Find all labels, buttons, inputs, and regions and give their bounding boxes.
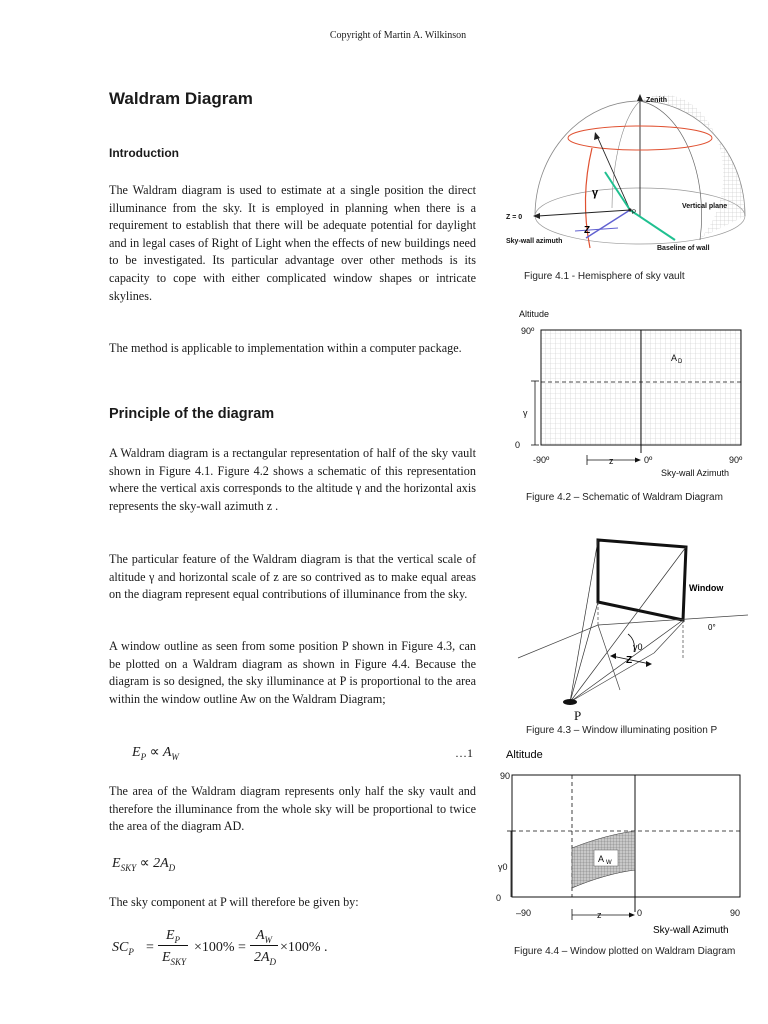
fig2-label-y90: 90º — [521, 326, 535, 336]
fig2-label-z: z — [609, 456, 614, 466]
fig2-label-axis: Sky-wall Azimuth — [661, 468, 730, 478]
fig2-label-x90: 90º — [729, 455, 743, 465]
principle-paragraph-2: The particular feature of the Waldram diagram is that the vertical scale of altitude γ and horizontal scale of z are so contrived as to make equal areas on the diagram represent equal contributions of illuminance from the sky. — [109, 552, 476, 602]
fig1-label-zenith: Zenith — [646, 97, 667, 104]
figure-4-1-caption: Figure 4.1 - Hemisphere of sky vault — [524, 271, 685, 282]
figure-4-3-caption: Figure 4.3 – Window illuminating position P — [526, 725, 718, 736]
figure-4-2-caption: Figure 4.2 – Schematic of Waldram Diagram — [526, 492, 723, 503]
figure-4-2-schematic — [505, 303, 768, 481]
principle-paragraph-4: The area of the Waldram diagram represents only half the sky vault and therefore the illuminance from the whole sky will be proportional to twice the area of the diagram AD. — [109, 784, 476, 834]
fig4-label-x0: 0 — [637, 908, 643, 918]
fig2-label-area-sub: D — [678, 359, 683, 365]
fig2-label-gamma: γ — [523, 408, 528, 418]
fig1-label-p: P — [632, 210, 637, 216]
fig4-label-axis: Sky-wall Azimuth — [653, 925, 729, 936]
fig3-label-deg0: 0° — [708, 623, 716, 632]
fig4-label-gamma0: γ0 — [498, 862, 508, 872]
fig4-label-area-sub: W — [606, 860, 612, 866]
principle-paragraph-1: A Waldram diagram is a rectangular representation of half of the sky vault shown in Figure 4.1. Figure 4.2 shows a schematic of this representation where the vertical axis corresponds to the altitude γ and the horizontal axis represents the sky-wall azimuth z . — [109, 446, 476, 513]
fig4-label-xm90: –90 — [516, 908, 532, 918]
equation-1-number: …1 — [455, 746, 473, 760]
fig3-label-window: Window — [689, 583, 724, 593]
fig1-label-z: Z — [584, 225, 591, 236]
fig4-label-z: z — [597, 910, 602, 920]
fig1-label-vertical-plane: Vertical plane — [682, 203, 728, 210]
fig3-label-p: P — [574, 708, 582, 720]
page-title: Waldram Diagram — [109, 89, 253, 108]
section-heading-introduction: Introduction — [109, 146, 179, 160]
intro-paragraph-1: The Waldram diagram is used to estimate at a single position the direct illuminance from the sky. It is employed in planning when there is a requirement to establish that there will be adequate potential for daylight and in legal cases of Right of Light when the effects of new buildings need to be investigated. Its particular advantage over other methods is its capacity to cope with either complicated window shapes or intricate skylines. — [109, 183, 476, 303]
figure-4-3-window — [508, 530, 758, 720]
fig2-label-x0: 0º — [644, 455, 653, 465]
copyright-notice: Copyright of Martin A. Wilkinson — [329, 30, 467, 41]
fig4-label-x90: 90 — [730, 908, 741, 918]
figure-4-4-caption: Figure 4.4 – Window plotted on Waldram Diagram — [514, 946, 736, 957]
figure-4-4-plotted — [490, 742, 768, 940]
fig2-label-area: A — [671, 353, 678, 363]
fig4-label-y90: 90 — [500, 771, 511, 781]
principle-paragraph-3: A window outline as seen from some position P shown in Figure 4.3, can be plotted on a Waldram diagram as shown in Figure 4.4. Because the diagram is so designed, the sky illuminance at P is proportional to the area within the window outline Aw on the Waldram Diagram; — [109, 639, 476, 706]
fig1-label-sky-wall-azimuth: Sky-wall azimuth — [506, 238, 563, 245]
fig3-label-z: Z — [626, 655, 633, 666]
fig3-label-gamma0: γ0 — [633, 642, 643, 652]
fig1-label-baseline: Baseline of wall — [657, 245, 710, 252]
fig1-label-z0: Z = 0 — [506, 214, 523, 221]
equation-2: $E_{SKY} \propto 2A_D$ — [112, 856, 176, 873]
figure-4-1-hemisphere — [500, 88, 768, 263]
fig1-label-gamma: γ — [592, 187, 599, 199]
section-heading-principle: Principle of the diagram — [109, 406, 275, 422]
fig4-label-altitude: Altitude — [506, 749, 543, 761]
fig2-label-altitude: Altitude — [519, 309, 550, 319]
fig4-label-y0: 0 — [496, 893, 502, 903]
intro-paragraph-2: The method is applicable to implementation within a computer package. — [109, 341, 462, 355]
principle-paragraph-5: The sky component at P will therefore be given by: — [109, 895, 359, 909]
fig2-label-xm90: -90º — [533, 455, 550, 465]
fig4-label-area: A — [598, 854, 605, 864]
fig2-label-y0: 0 — [515, 440, 521, 450]
equation-1: $E_P \propto A_W$ — [132, 745, 179, 762]
